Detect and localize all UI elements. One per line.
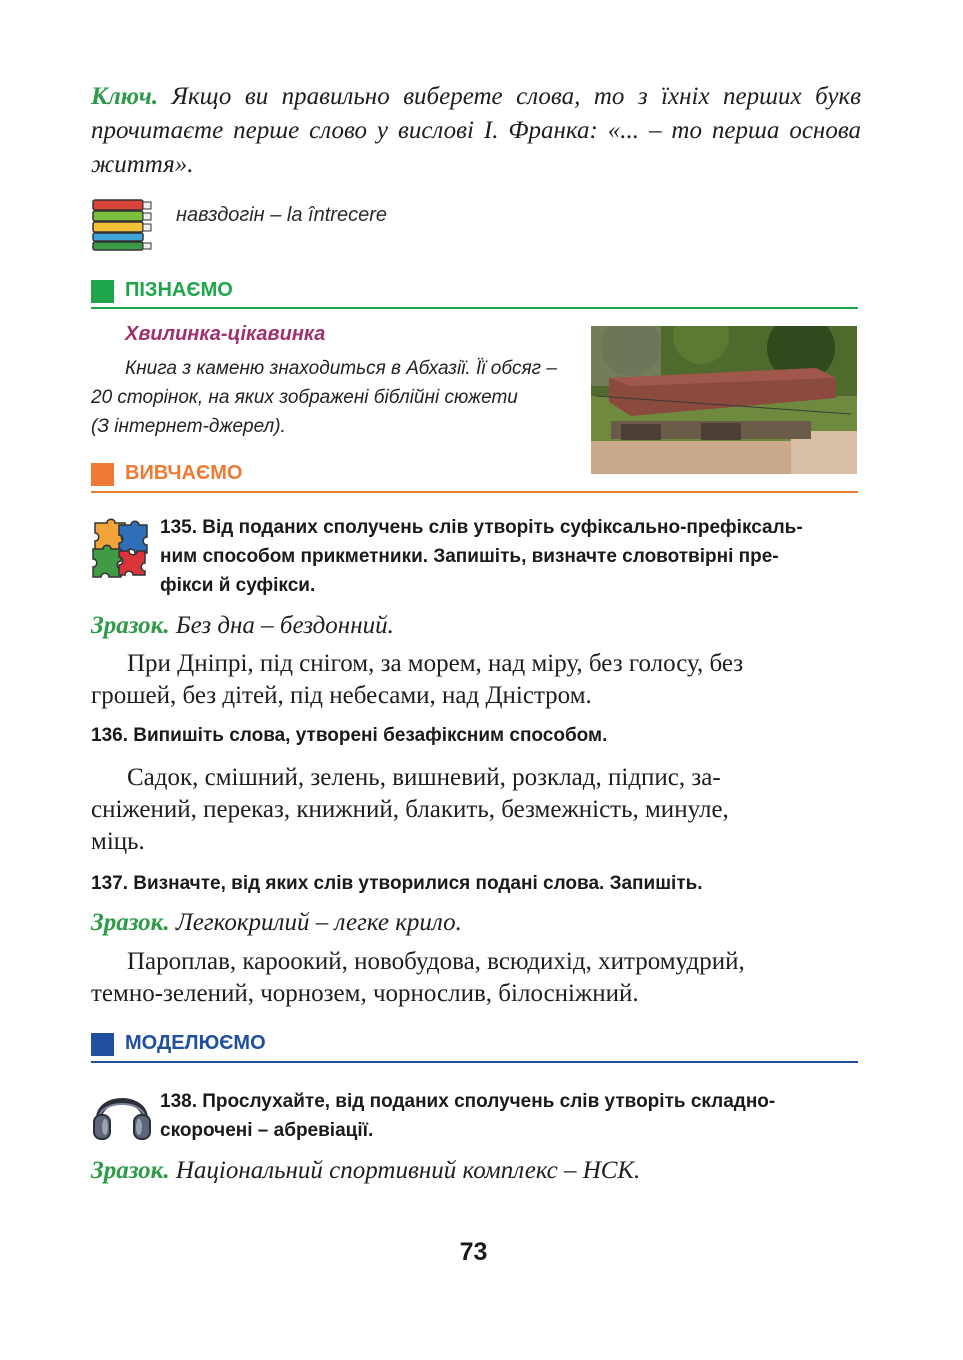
task-line [160, 1087, 860, 1116]
task-line: фікси й суфікси. [160, 575, 316, 596]
exercise-136-text [91, 762, 858, 858]
section-title-vyvchaiemo: ВИВЧАЄМО [125, 462, 243, 484]
section-divider [91, 491, 858, 493]
section-marker [91, 463, 114, 486]
fact-line: Книга з каменю знаходиться в Абхазії. Її обсяг – [125, 358, 557, 379]
sample-label: Зразок. [91, 909, 170, 936]
task-number: 135. [160, 517, 197, 538]
fact-line: (З інтернет-джерел). [91, 416, 286, 437]
task-number: 138. [160, 1091, 197, 1112]
vocab-text: навздогін – la întrecere [176, 204, 387, 226]
sample-text: Національний спортивний комплекс – НСК. [169, 1157, 641, 1184]
task-138-instruction [160, 1087, 860, 1145]
key-label: Ключ. [91, 83, 159, 110]
section-title-modeliuiemo: МОДЕЛЮЄМО [125, 1032, 266, 1054]
sample-label: Зразок. [91, 1157, 170, 1184]
key-text: Якщо ви правильно виберете слова, то з їхніх перших букв прочитаєте перше слово у вислові І. Франка: «... – то перша основа життя». [91, 83, 861, 178]
exercise-135-text [91, 648, 858, 712]
exercise-line: грошей, без дітей, під небесами, над Дністром. [91, 682, 592, 709]
exercise-line: сніжений, переказ, книжний, блакить, безмежність, минуле, [91, 796, 729, 823]
stone-book-photo [591, 326, 857, 474]
exercise-line: Садок, смішний, зелень, вишневий, розклад, підпис, за- [127, 764, 721, 791]
fact-line: 20 сторінок, на яких зображені біблійні сюжети [91, 387, 518, 408]
sample-137 [91, 907, 462, 938]
sample-138 [91, 1155, 640, 1186]
section-title-piznaiemo: ПІЗНАЄМО [125, 279, 233, 301]
sample-text: Без дна – бездонний. [169, 612, 394, 639]
sample-135 [91, 610, 394, 641]
page-number: 73 [459, 1238, 488, 1266]
sample-text: Легкокрилий – легке крило. [169, 909, 462, 936]
fact-title: Хвилинка-цікавинка [125, 323, 326, 345]
task-136-instruction: 136. Випишіть слова, утворені безафіксним способом. [91, 725, 608, 746]
section-divider [91, 307, 858, 309]
sample-label: Зразок. [91, 612, 170, 639]
section-marker [91, 1033, 114, 1056]
task-135-instruction [160, 513, 860, 600]
exercise-line: міць. [91, 828, 145, 855]
task-line: ним способом прикметники. Запишіть, визначте словотвірні пре- [160, 546, 779, 567]
section-divider [91, 1061, 858, 1063]
task-line [160, 513, 860, 542]
exercise-137-text [91, 946, 858, 1010]
task-line: скорочені – абревіації. [160, 1120, 374, 1141]
books-stack-icon [91, 198, 153, 252]
section-marker [91, 280, 114, 303]
exercise-line: темно-зелений, чорнозем, чорнослив, білосніжний. [91, 980, 639, 1007]
key-paragraph [91, 80, 861, 182]
headphones-icon [91, 1085, 153, 1141]
task-text: Прослухайте, від поданих сполучень слів утворіть складно- [202, 1091, 776, 1112]
exercise-line: При Дніпрі, під снігом, за морем, над міру, без голосу, без [127, 650, 744, 677]
puzzle-icon [89, 517, 151, 579]
fact-text [91, 354, 581, 441]
task-137-instruction: 137. Визначте, від яких слів утворилися подані слова. Запишіть. [91, 873, 703, 894]
exercise-line: Пароплав, кароокий, новобудова, всюдихід, хитромудрий, [127, 948, 745, 975]
task-text: Від поданих сполучень слів утворіть суфіксально-префіксаль- [202, 517, 803, 538]
